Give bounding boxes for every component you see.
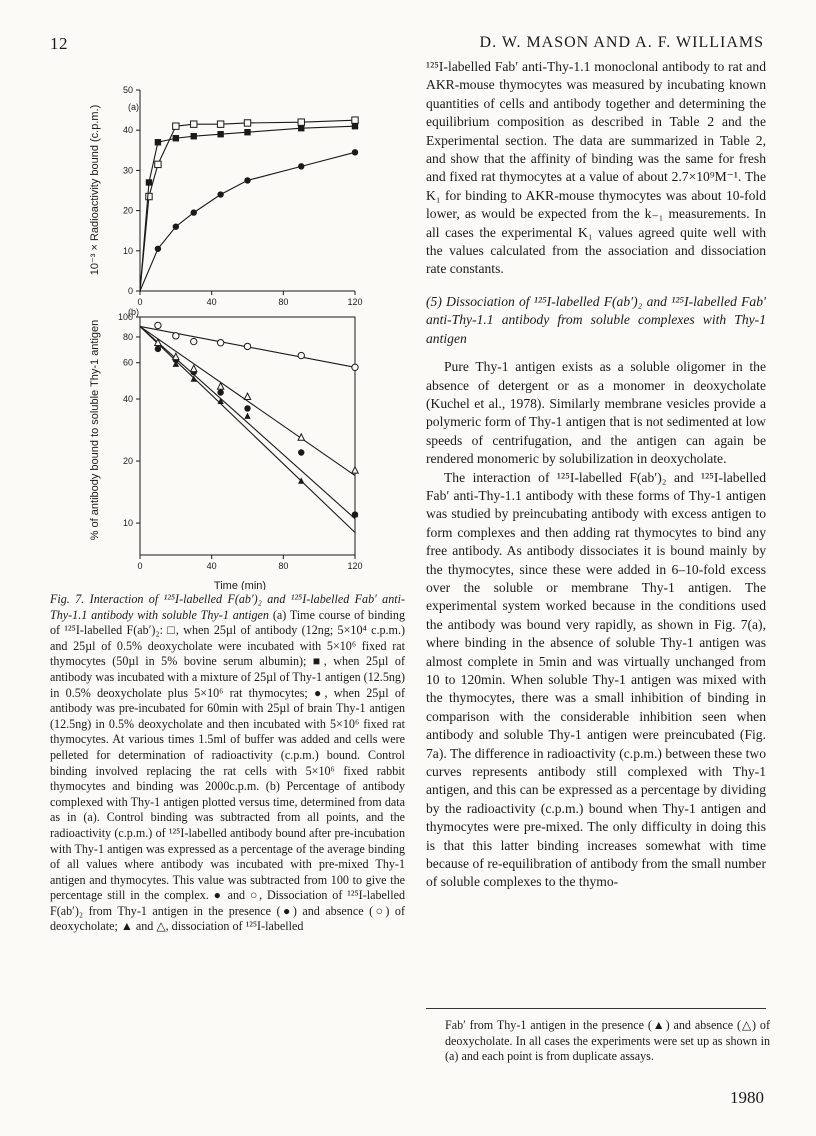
panel-b-data-point	[217, 389, 223, 395]
panel-a-data-point	[298, 125, 304, 131]
panel-a-chart	[123, 85, 363, 307]
paragraph-binding-affinity: ¹²⁵I-labelled Fab′ anti-Thy-1.1 monoclonal antibody to rat and AKR-mouse thymocytes was measured by incubating known quantities of cells and antibody together and determining the equilibrium composition as described in Table 2 and the Experimental section. The data are summarized in Table 2, and show that the affinity of binding was the same for fresh and fixed rat thymocytes at a value of about 2.7×10⁹M⁻¹. The K₁ for binding to AKR-mouse thymocytes was about 10-fold lower, as would be expected from the k₋₁ measurements. In all cases the experimental K₁ values agreed quite well with the values calculated from the association and dissociation rate constants.	[426, 59, 766, 277]
panel-b-fit-line	[140, 326, 355, 518]
panel-b-ylabel: % of antibody bound to soluble Thy-1 antigen	[89, 319, 101, 541]
panel-a-data-point	[244, 177, 250, 183]
panel-b-data-point	[298, 449, 304, 455]
panel-a-data-point	[173, 123, 179, 129]
panel-a-y-tick-label: 20	[122, 205, 133, 216]
panel-a-data-point	[191, 121, 197, 127]
panel-b-data-point	[244, 405, 250, 411]
panel-b-y-tick-label: 100	[117, 312, 133, 322]
bottom-page-number: 1980	[730, 1088, 764, 1107]
panel-b-data-point	[217, 340, 223, 346]
panel-a-data-point	[155, 246, 161, 252]
panel-b-y-tick-label: 10	[122, 518, 133, 529]
panel-a-y-tick-label: 30	[122, 165, 133, 176]
x-axis-label: Time (min)	[213, 580, 267, 590]
panel-b-fit-line	[140, 326, 355, 532]
panel-b-data-point	[173, 333, 179, 339]
panel-a-data-point	[352, 117, 358, 123]
section-heading: (5) Dissociation of ¹²⁵I-labelled F(ab′)₂ and ¹²⁵I-labelled Fab′ anti-Thy-1.1 antibody from soluble complexes with Thy-1 antigen	[426, 293, 766, 346]
panel-b-data-point	[352, 364, 358, 370]
panel-b-x-tick-label: 80	[278, 561, 289, 571]
panel-b-data-point	[352, 467, 358, 473]
panel-a-data-point	[298, 163, 304, 169]
panel-b-chart	[118, 312, 363, 571]
panel-a-series-line	[140, 152, 355, 291]
panel-b-data-point	[244, 413, 250, 419]
panel-b-y-tick-label: 60	[122, 357, 133, 368]
panel-a-data-point	[146, 193, 152, 199]
panel-a-data-point	[298, 119, 304, 125]
panel-a-x-tick-label: 40	[206, 297, 217, 307]
panel-a-data-point	[191, 133, 197, 139]
panel-b-data-point	[298, 352, 304, 358]
paragraph-interaction: The interaction of ¹²⁵I-labelled F(ab′)₂ and ¹²⁵I-labelled Fab′ anti-Thy-1.1 antibody with these forms of Thy-1 antigen was studied by preincubating antibody with excess antigen to form complexes and then adding rat thymocytes to bind any free antibody. As antibody dissociates it is bound mainly by the thymocytes, since these were added in 6–10-fold excess over the soluble or membrane Thy-1 antigen. The experimental system worked because in the conditions used the antibody was bound very rapidly, as shown in Fig. 7(a), where binding in the absence of soluble Thy-1 antigen was almost complete in 5min and was virtually unchanged from 10 to 120min. When soluble Thy-1 antigen was mixed with the thymocytes, there was a small inhibition of binding in comparison with the considerable inhibition seen when antibody and soluble Thy-1 antigen were preincubated (Fig. 7a). The difference in radioactivity (c.p.m.) between these two curves represents antibody still complexed with Thy-1 antigen, and this can be expressed as a percentage by dividing by the radioactivity (c.p.m.) bound when Thy-1 antigen and thymocytes were pre-mixed. The only difficulty in doing this is that this latter binding increases somewhat with time because of re-equilibration of antibody from the small number of soluble complexes to the thymo-	[426, 469, 766, 890]
panel-a-y-tick-label: 10	[122, 245, 133, 256]
panel-a-data-point	[155, 139, 161, 145]
panel-b-x-tick-label: 40	[206, 561, 217, 571]
panel-a-x-tick-label: 120	[347, 297, 363, 307]
panel-a-data-point	[191, 209, 197, 215]
panel-a-data-point	[217, 131, 223, 137]
panel-a-data-point	[244, 129, 250, 135]
panel-b-label: (b)	[128, 307, 139, 317]
panel-a-y-tick-label: 0	[127, 286, 133, 296]
panel-a-label: (a)	[128, 102, 139, 112]
figure-caption-continued: Fab′ from Thy-1 antigen in the presence (▲) and absence (△) of deoxycholate. In all cases the experiments were set up as shown in (a) and each point is from duplicate assays.	[445, 1018, 770, 1064]
panel-b-y-tick-label: 80	[122, 331, 133, 342]
running-header-authors: D. W. MASON AND A. F. WILLIAMS	[479, 34, 764, 51]
panel-a-y-tick-label: 50	[122, 85, 133, 95]
panel-a-y-tick-label: 40	[122, 125, 133, 136]
panel-a-data-point	[217, 121, 223, 127]
panel-b-data-point	[191, 338, 197, 344]
panel-b-y-tick-label: 20	[122, 456, 133, 467]
figure-7	[40, 55, 420, 590]
panel-b-data-point	[191, 365, 197, 371]
panel-a-data-point	[217, 191, 223, 197]
panel-a-data-point	[155, 161, 161, 167]
panel-a-data-point	[244, 120, 250, 126]
panel-a-x-tick-label: 0	[137, 297, 143, 307]
panel-a-series-line	[140, 126, 355, 291]
panel-b-y-tick-label: 40	[122, 394, 133, 405]
panel-b-data-point	[244, 393, 250, 399]
panel-a-ylabel: 10⁻³ × Radioactivity bound (c.p.m.)	[89, 104, 101, 276]
footnote-rule	[426, 1008, 766, 1009]
panel-b-data-point	[155, 322, 161, 328]
panel-b-x-tick-label: 120	[347, 561, 363, 571]
panel-a-data-point	[173, 223, 179, 229]
page-number: 12	[50, 34, 68, 53]
paragraph-thy1-forms: Pure Thy-1 antigen exists as a soluble oligomer in the absence of detergent or as a monomer in deoxycholate (Kuchel et al., 1978). Similarly membrane vesicles provide a polymeric form of Thy-1 antigen that is not sedimented at low speeds of centrifugation, and the antigen can again be rendered monomeric by solubilization in deoxycholate.	[426, 359, 766, 467]
panel-b-frame	[140, 317, 355, 555]
panel-b-x-tick-label: 0	[137, 561, 143, 571]
panel-a-data-point	[173, 135, 179, 141]
right-column	[426, 58, 766, 892]
panel-b-data-point	[244, 343, 250, 349]
panel-a-x-tick-label: 80	[278, 297, 289, 307]
panel-a-data-point	[352, 123, 358, 129]
panel-a-data-point	[352, 149, 358, 155]
caption-lead: Fig. 7. Interaction of ¹²⁵I-labelled F(ab′)₂ and ¹²⁵I-labelled Fab′ anti-Thy-1.1 antibody with soluble Thy-1 antigen	[50, 592, 405, 622]
panel-a-data-point	[146, 179, 152, 185]
panel-a-series-line	[140, 120, 355, 291]
figure-caption	[50, 592, 405, 935]
caption-body: (a) Time course of binding of ¹²⁵I-labelled F(ab′)₂: □, when 25µl of antibody (12ng; 5×10⁴ c.p.m.) and 25µl of 0.5% deoxycholate were incubated with 5×10⁶ fixed rat thymocytes (50µl in 5% bovine serum albumin); ■, when 25µl of antibody was incubated with a mixture of 25µl of Thy-1 antigen (12.5ng) in 0.5% deoxycholate plus 5×10⁶ rat thymocytes; ●, when 25µl of antibody was pre-incubated for 60min with 25µl of brain Thy-1 antigen (12.5ng) in 0.5% deoxycholate and then incubated with 5×10⁶ fixed rat thymocytes. At various times 1.5ml of buffer was added and cells were pelleted for determination of radioactivity (c.p.m.) bound. Control binding involved replacing the rat cells with 5×10⁶ fixed rabbit thymocytes and binding was 2000c.p.m. (b) Percentage of antibody complexed with Thy-1 antigen plotted versus time, determined from data as in (a). Control binding was subtracted from all points, and the radioactivity (c.p.m.) of ¹²⁵I-labelled antibody bound after pre-incubation with Thy-1 antigen was expressed as a percentage of the average binding of all values where antibody was incubated with pre-mixed Thy-1 antigen and thymocytes. This value was subtracted from 100 to give the percentage still in the complex. ● and ○, Dissociation of ¹²⁵I-labelled F(ab′)₂ from Thy-1 antigen in the presence (●) and absence (○) of deoxycholate; ▲ and △, dissociation of ¹²⁵I-labelled	[50, 607, 405, 934]
